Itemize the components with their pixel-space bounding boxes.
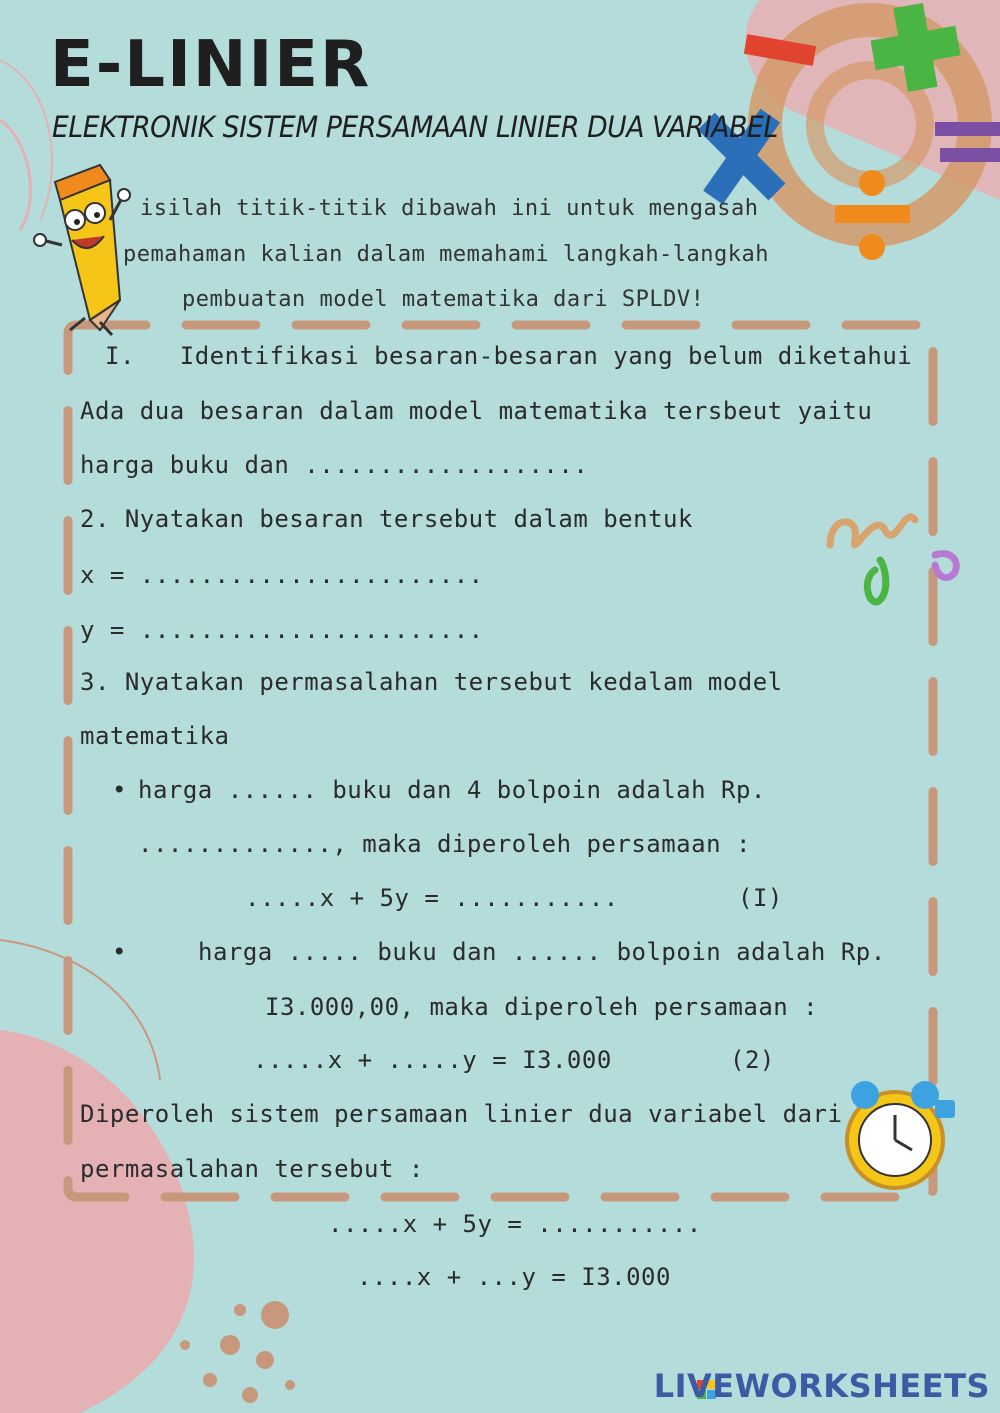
intro-line-1: isilah titik-titik dibawah ini untuk mengasah (140, 196, 759, 221)
section1-line-1: Ada dua besaran dalam model matematika tersbeut yaitu (80, 397, 873, 425)
section1-line-2-blank[interactable]: harga buku dan ................... (80, 451, 589, 479)
bullet-2-line-1[interactable]: harga ..... buku dan ...... bolpoin adalah Rp. (198, 938, 886, 966)
bullet-2-dot: • (112, 938, 127, 966)
bullet-1-line-2[interactable]: ............., maka diperoleh persamaan : (138, 830, 751, 858)
conclusion-line-2: permasalahan tersebut : (80, 1155, 424, 1183)
bullet-2-line-2: I3.000,00, maka diperoleh persamaan : (265, 993, 819, 1021)
x-definition-blank[interactable]: x = ....................... (80, 561, 484, 589)
pink-swirl-top-left (0, 120, 30, 230)
equation-1-label: (I) (738, 884, 783, 912)
bullet-1-dot: • (112, 776, 127, 804)
pink-blob-bottom (0, 1030, 194, 1413)
intro-line-3: pembuatan model matematika dari SPLDV! (182, 287, 705, 312)
liveworksheets-brand[interactable]: LIVEWORKSHEETS (653, 1367, 990, 1405)
section2-heading: 2. Nyatakan besaran tersebut dalam bentuk (80, 505, 693, 533)
equation-2-label: (2) (730, 1046, 775, 1074)
section3-heading-line-2: matematika (80, 722, 230, 750)
system-equation-2[interactable]: ....x + ...y = I3.000 (357, 1263, 671, 1291)
conclusion-line-1: Diperoleh sistem persamaan linier dua variabel dari (80, 1100, 843, 1128)
alarm-clock-icon (847, 1081, 955, 1188)
equation-2[interactable]: .....x + .....y = I3.000 (253, 1046, 612, 1074)
bullet-1-line-1[interactable]: harga ...... buku dan 4 bolpoin adalah Rp. (138, 776, 766, 804)
section3-heading-line-1: 3. Nyatakan permasalahan tersebut kedalam model (80, 668, 783, 696)
brown-dots (180, 1301, 295, 1403)
intro-line-2: pemahaman kalian dalam memahami langkah-langkah (123, 242, 770, 267)
equation-1[interactable]: .....x + 5y = ........... (245, 884, 619, 912)
page-subtitle: ELEKTRONIK SISTEM PERSAMAAN LINIER DUA VARIABEL (52, 110, 778, 144)
y-definition-blank[interactable]: y = ....................... (80, 616, 484, 644)
section1-heading: I. Identifikasi besaran-besaran yang belum diketahui (105, 342, 913, 370)
system-equation-1[interactable]: .....x + 5y = ........... (328, 1210, 702, 1238)
page-title: E-LINIER (50, 28, 372, 102)
